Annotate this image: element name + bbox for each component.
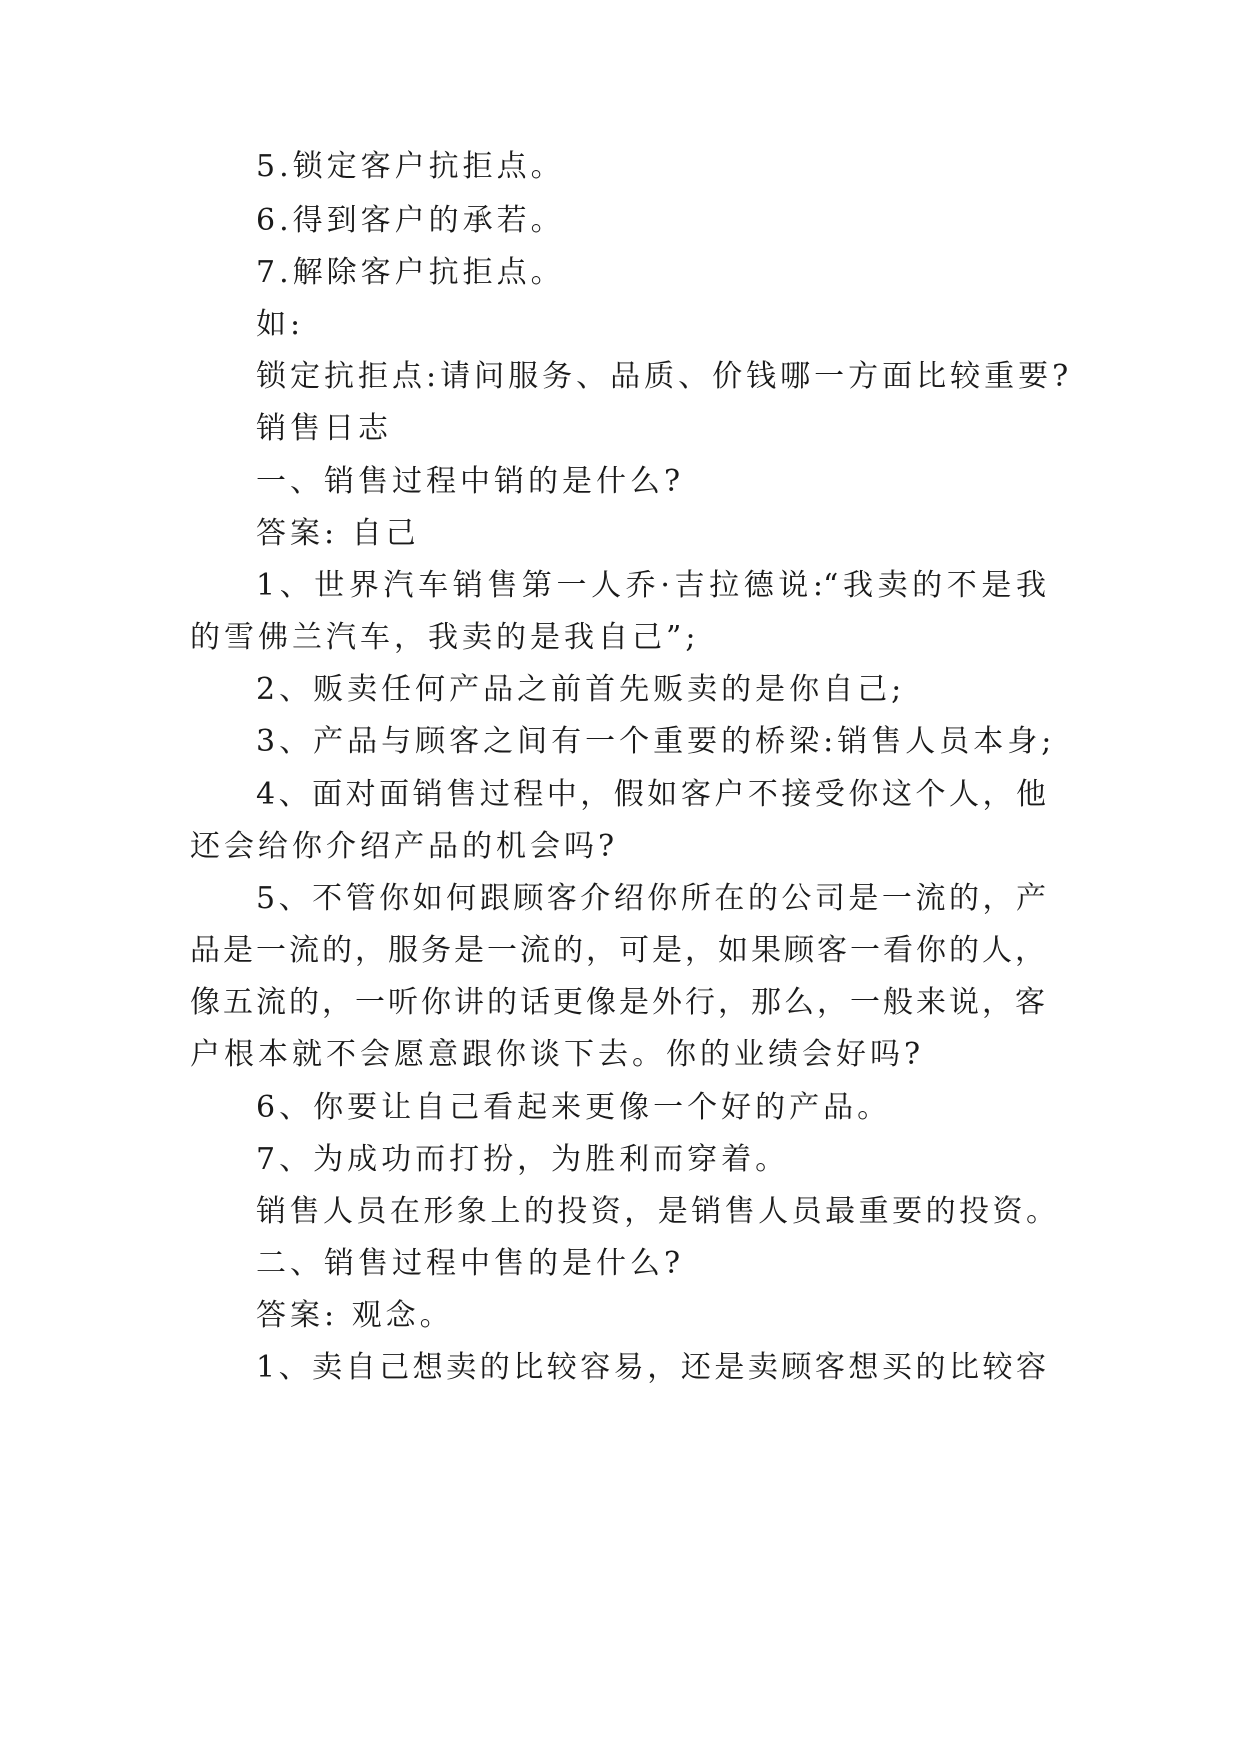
text-line: 的雪佛兰汽车，我卖的是我自己”;	[190, 620, 700, 655]
text-line: 1、卖自己想卖的比较容易，还是卖顾客想买的比较容	[256, 1350, 1046, 1385]
text-line: 5.锁定客户抗拒点。	[256, 149, 565, 184]
text-line: 答案: 自己	[256, 516, 420, 551]
text-line: 如:	[256, 307, 305, 342]
text-line: 销售日志	[256, 411, 392, 446]
text-line: 像五流的，一听你讲的话更像是外行，那么，一般来说，客	[190, 985, 1045, 1020]
text-line: 6、你要让自己看起来更像一个好的产品。	[256, 1090, 892, 1125]
text-line: 6.得到客户的承若。	[256, 203, 565, 238]
text-line: 销售人员在形象上的投资，是销售人员最重要的投资。	[256, 1194, 1056, 1229]
text-line: 7、为成功而打扮，为胜利而穿着。	[256, 1142, 790, 1177]
text-line: 5、不管你如何跟顾客介绍你所在的公司是一流的，产	[256, 881, 1046, 916]
text-line: 3、产品与顾客之间有一个重要的桥梁:销售人员本身;	[256, 724, 1056, 759]
text-line: 4、面对面销售过程中，假如客户不接受你这个人，他	[256, 777, 1046, 812]
text-line: 7.解除客户抗拒点。	[256, 255, 565, 290]
text-line: 1、世界汽车销售第一人乔·吉拉德说:“我卖的不是我	[256, 568, 1046, 603]
text-line: 户根本就不会愿意跟你谈下去。你的业绩会好吗?	[190, 1037, 925, 1072]
text-line: 2、贩卖任何产品之前首先贩卖的是你自己;	[256, 672, 906, 707]
text-line: 品是一流的，服务是一流的，可是，如果顾客一看你的人，	[190, 933, 1045, 968]
text-line: 锁定抗拒点:请问服务、品质、价钱哪一方面比较重要?	[256, 359, 1073, 394]
text-line: 答案: 观念。	[256, 1298, 454, 1333]
text-line: 二、销售过程中售的是什么?	[256, 1246, 685, 1281]
text-line: 一、销售过程中销的是什么?	[256, 464, 685, 499]
text-line: 还会给你介绍产品的机会吗?	[190, 829, 619, 864]
